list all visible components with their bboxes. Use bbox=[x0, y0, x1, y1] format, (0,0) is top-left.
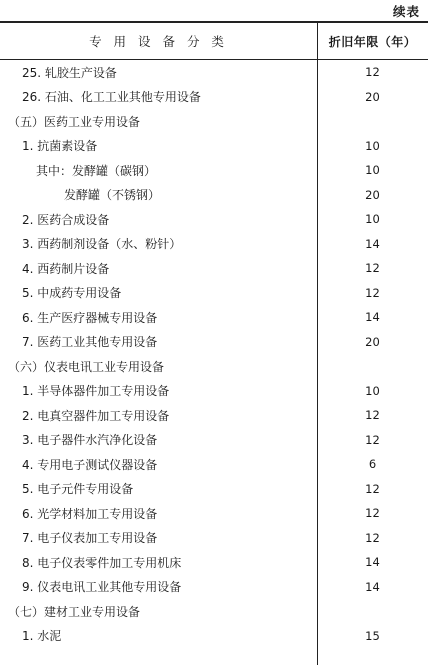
table-row bbox=[0, 550, 428, 575]
row-years: 15 bbox=[365, 628, 380, 643]
row-label: 26. 石油、化工工业其他专用设备 bbox=[22, 90, 201, 105]
table-row bbox=[0, 624, 428, 649]
row-years: 12 bbox=[365, 261, 380, 276]
row-label: 1. 半导体器件加工专用设备 bbox=[22, 384, 170, 399]
row-label: 6. 生产医疗器械专用设备 bbox=[22, 310, 158, 325]
table-row bbox=[0, 183, 428, 208]
table-row bbox=[0, 501, 428, 526]
table-row bbox=[0, 575, 428, 600]
table-row bbox=[0, 109, 428, 134]
continued-label: 续表 bbox=[392, 4, 420, 19]
table-row bbox=[0, 526, 428, 551]
row-label: 5. 中成药专用设备 bbox=[22, 286, 122, 301]
table-row bbox=[0, 452, 428, 477]
row-years: 12 bbox=[365, 285, 380, 300]
table-row bbox=[0, 256, 428, 281]
row-years: 12 bbox=[365, 506, 380, 521]
row-years: 14 bbox=[365, 555, 380, 570]
row-years: 12 bbox=[365, 481, 380, 496]
table-row bbox=[0, 305, 428, 330]
table-row bbox=[0, 281, 428, 306]
table-row bbox=[0, 354, 428, 379]
table-header bbox=[0, 23, 428, 60]
row-years: 6 bbox=[368, 457, 377, 472]
row-years: 12 bbox=[365, 408, 380, 423]
table-row bbox=[0, 232, 428, 257]
column-divider bbox=[317, 23, 318, 665]
row-years: 20 bbox=[365, 334, 380, 349]
header-years: 折旧年限（年） bbox=[328, 34, 417, 49]
section-heading: （五）医药工业专用设备 bbox=[8, 114, 141, 129]
row-label: 3. 西药制剂设备（水、粉针） bbox=[22, 237, 182, 252]
row-label: 25. 轧胶生产设备 bbox=[22, 65, 117, 80]
section-heading: （六）仪表电讯工业专用设备 bbox=[8, 359, 165, 374]
row-years: 12 bbox=[365, 530, 380, 545]
row-label: 发酵罐（不锈钢） bbox=[64, 188, 161, 203]
row-label: 7. 医药工业其他专用设备 bbox=[22, 335, 158, 350]
table-row bbox=[0, 158, 428, 183]
row-years: 14 bbox=[365, 310, 380, 325]
row-label: 1. 抗菌素设备 bbox=[22, 139, 98, 154]
header-category: 专 用 设 备 分 类 bbox=[89, 34, 228, 49]
table-row bbox=[0, 477, 428, 502]
table-row bbox=[0, 60, 428, 85]
table-row bbox=[0, 134, 428, 159]
row-label: 2. 医药合成设备 bbox=[22, 212, 110, 227]
row-label: 4. 西药制片设备 bbox=[22, 261, 110, 276]
row-label: 其中：发酵罐（碳钢） bbox=[36, 163, 157, 178]
table-body bbox=[0, 60, 428, 648]
row-label: 6. 光学材料加工专用设备 bbox=[22, 506, 158, 521]
row-label: 9. 仪表电讯工业其他专用设备 bbox=[22, 580, 182, 595]
row-label: 3. 电子器件水汽净化设备 bbox=[22, 433, 158, 448]
row-years: 10 bbox=[365, 138, 380, 153]
row-label: 1. 水泥 bbox=[22, 629, 62, 644]
row-label: 7. 电子仪表加工专用设备 bbox=[22, 531, 158, 546]
row-years: 20 bbox=[365, 187, 380, 202]
table-row bbox=[0, 330, 428, 355]
row-years: 14 bbox=[365, 236, 380, 251]
row-label: 8. 电子仪表零件加工专用机床 bbox=[22, 555, 182, 570]
section-heading: （七）建材工业专用设备 bbox=[8, 604, 141, 619]
table-row bbox=[0, 599, 428, 624]
table-row bbox=[0, 207, 428, 232]
row-years: 10 bbox=[365, 163, 380, 178]
table-row bbox=[0, 85, 428, 110]
row-years: 10 bbox=[365, 212, 380, 227]
row-label: 5. 电子元件专用设备 bbox=[22, 482, 134, 497]
row-label: 2. 电真空器件加工专用设备 bbox=[22, 408, 170, 423]
row-years: 14 bbox=[365, 579, 380, 594]
row-years: 20 bbox=[365, 89, 380, 104]
table-row bbox=[0, 379, 428, 404]
table-row bbox=[0, 428, 428, 453]
depreciation-table bbox=[0, 21, 428, 648]
row-years: 10 bbox=[365, 383, 380, 398]
row-label: 4. 专用电子测试仪器设备 bbox=[22, 457, 158, 472]
table-row bbox=[0, 403, 428, 428]
row-years: 12 bbox=[365, 65, 380, 80]
row-years: 12 bbox=[365, 432, 380, 447]
